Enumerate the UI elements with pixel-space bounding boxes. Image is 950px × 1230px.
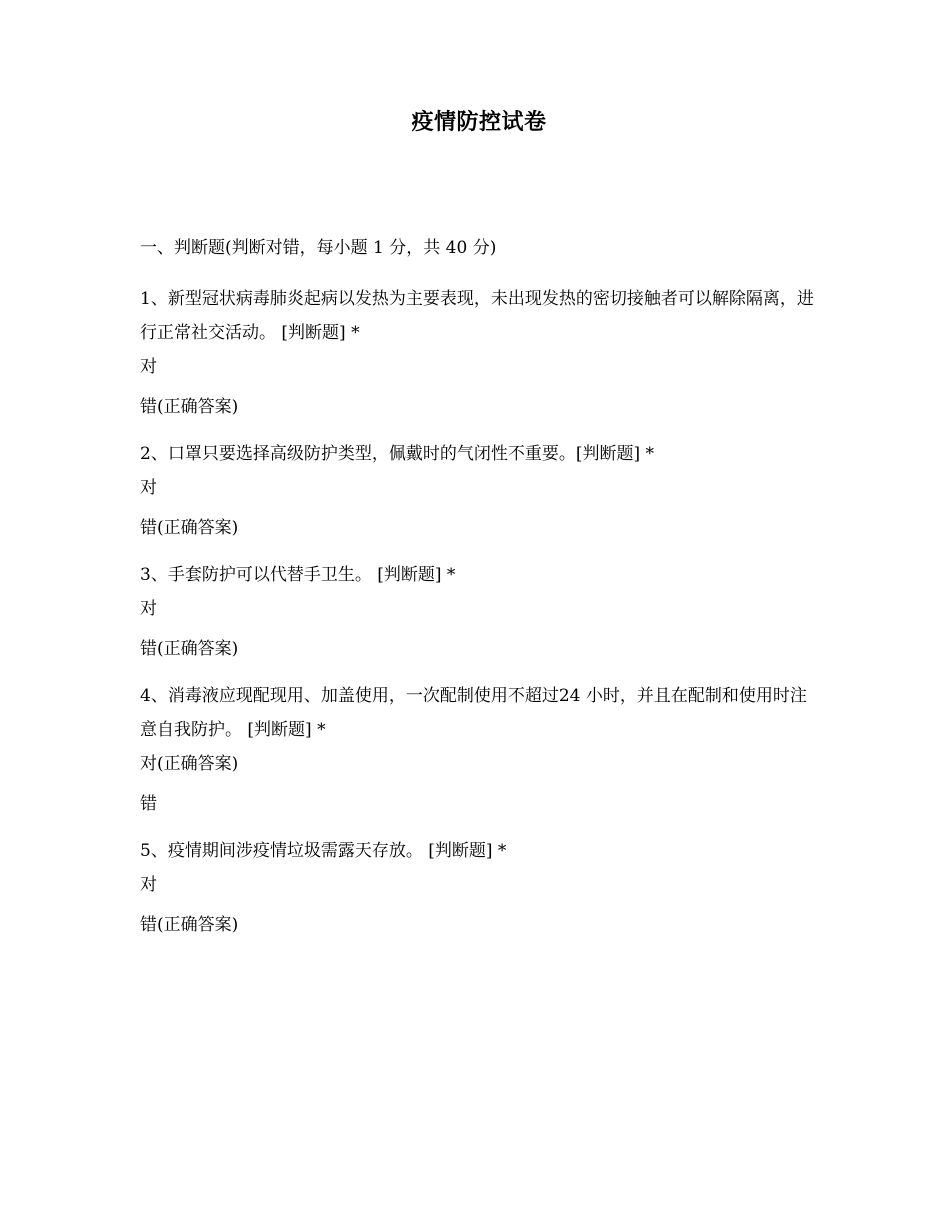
question-5 (140, 834, 820, 937)
option-false: 错(正确答案) (140, 915, 239, 935)
option-true: 对(正确答案) (140, 754, 239, 774)
question-2 (140, 437, 820, 540)
option-false: 错(正确答案) (140, 518, 239, 538)
section-heading: 一、判断题(判断对错，每小题 1 分，共 40 分) (140, 238, 497, 258)
question-4 (140, 679, 820, 816)
question-1 (140, 282, 820, 419)
option-true: 对 (140, 478, 157, 498)
option-true: 对 (140, 357, 157, 377)
exam-content (140, 236, 820, 955)
question-text: 1、新型冠状病毒肺炎起病以发热为主要表现，未出现发热的密切接触者可以解除隔离，进行正常社交活动。 [判断题] * (140, 289, 814, 343)
question-3 (140, 558, 820, 661)
option-false: 错(正确答案) (140, 639, 239, 659)
page-title: 疫情防控试卷 (411, 110, 547, 135)
option-true: 对 (140, 875, 157, 895)
question-text: 3、手套防护可以代替手卫生。 [判断题] * (140, 565, 456, 585)
option-false: 错(正确答案) (140, 397, 239, 417)
question-text: 5、疫情期间涉疫情垃圾需露天存放。 [判断题] * (140, 841, 507, 861)
option-true: 对 (140, 599, 157, 619)
question-text: 4、消毒液应现配现用、加盖使用，一次配制使用不超过24 小时，并且在配制和使用时注意自我防护。 [判断题] * (140, 686, 807, 740)
option-false: 错 (140, 794, 157, 814)
question-text: 2、口罩只要选择高级防护类型，佩戴时的气闭性不重要。[判断题] * (140, 444, 654, 464)
